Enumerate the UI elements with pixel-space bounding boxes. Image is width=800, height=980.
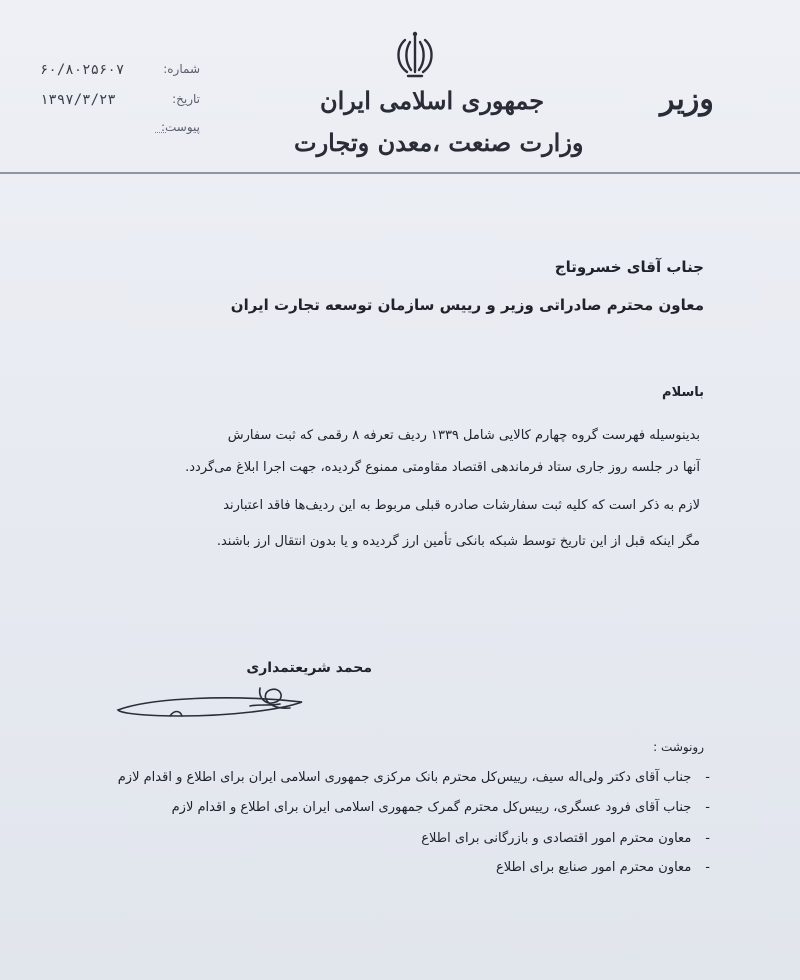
cc-bullet: -: [705, 860, 710, 875]
cc-item: [421, 831, 710, 846]
cc-item-text: معاون محترم امور اقتصادی و بازرگانی برای اطلاع: [421, 831, 692, 846]
minister-title: وزیر: [660, 82, 714, 117]
body-line-4: مگر اینکه قبل از این تاریخ توسط شبکه بانکی تأمین ارز گردیده و یا بدون انتقال ارز باشند.: [216, 534, 700, 549]
letter-date-value: ۱۳۹۷/۳/۲۳: [40, 92, 116, 108]
letter-date-label: تاریخ:: [172, 92, 200, 106]
iran-emblem-icon: [388, 28, 442, 82]
cc-item-text: جناب آقای دکتر ولی‌اله سیف، رییس‌کل محترم بانک مرکزی جمهوری اسلامی ایران برای اطلاع و اقدام لازم: [117, 770, 692, 785]
body-line-1: بدینوسیله فهرست گروه چهارم کالایی شامل ۱۳۳۹ ردیف تعرفه ۸ رقمی که ثبت سفارش: [227, 428, 700, 443]
attachment-dots: [155, 132, 166, 133]
cc-item: [118, 770, 710, 785]
letter-number-field: [40, 62, 200, 84]
letter-number-label: شماره:: [163, 62, 200, 76]
attachment-field: [40, 120, 200, 142]
cc-item-text: جناب آقای فرود عسگری، رییس‌کل محترم گمرک جمهوری اسلامی ایران برای اطلاع و اقدام لازم: [171, 800, 692, 815]
recipient-title: معاون محترم صادراتی وزیر و رییس سازمان توسعه تجارت ایران: [230, 296, 704, 314]
letter-date-field: [40, 92, 200, 114]
cc-label: رونوشت :: [653, 740, 704, 754]
greeting: باسلام: [662, 385, 704, 400]
cc-item-text: معاون محترم امور صنایع برای اطلاع: [496, 860, 692, 875]
cc-bullet: -: [705, 770, 710, 785]
recipient-name: جناب آقای خسروتاج: [554, 258, 704, 276]
body-line-3: لازم به ذکر است که کلیه ثبت سفارشات صادره قبلی مربوط به این ردیف‌ها فاقد اعتبارند: [223, 498, 700, 513]
signer-name: محمد شریعتمداری: [246, 660, 372, 676]
body-line-2: آنها در جلسه روز جاری ستاد فرماندهی اقتصاد مقاومتی ممنوع گردیده، جهت اجرا ابلاغ می‌گردد.: [185, 460, 700, 475]
cc-item: [496, 860, 710, 875]
cc-bullet: -: [705, 800, 710, 815]
attachment-label: پیوست:: [160, 120, 200, 134]
ministry-name: وزارت صنعت ،معدن وتجارت: [294, 128, 584, 157]
cc-bullet: -: [705, 831, 710, 846]
cc-item: [172, 800, 710, 815]
republic-name: جمهوری اسلامی ایران: [320, 86, 545, 115]
letter-number-value: ۶۰/۸۰۲۵۶۰۷: [40, 62, 125, 78]
header-divider: [0, 172, 800, 174]
signature-scrawl: [110, 680, 310, 730]
